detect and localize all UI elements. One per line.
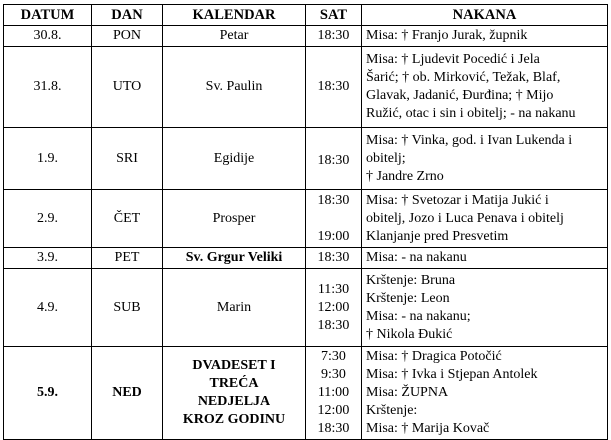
time-entry: 7:30 — [321, 349, 346, 364]
dan-cell: ČET — [92, 190, 163, 248]
datum-cell: 30.8. — [4, 26, 92, 47]
intention-line: obitelj; — [366, 151, 406, 166]
dan-cell: PON — [92, 26, 163, 47]
time-gap — [310, 210, 357, 228]
nakana-cell — [362, 47, 608, 128]
time-entry: 18:30 — [317, 28, 350, 43]
sat-cell — [306, 128, 362, 190]
intention-line: † Jandre Zrno — [366, 169, 444, 184]
header-sat: SAT — [306, 5, 362, 26]
datum-cell: 2.9. — [4, 190, 92, 248]
intention-line: Misa: - na nakanu — [366, 250, 467, 265]
time-entry: 18:30 — [317, 79, 350, 94]
nakana-cell — [362, 128, 608, 190]
kalendar-cell: DVADESET I TREĆA NEDJELJA KROZ GODINU — [163, 347, 306, 440]
nakana-cell — [362, 26, 608, 47]
header-nakana: NAKANA — [362, 5, 608, 26]
time-entry: 19:00 — [317, 228, 350, 244]
intention-line: Misa: † Vinka, god. i Ivan Lukenda i — [366, 133, 573, 148]
dan-cell: NED — [92, 347, 163, 440]
datum-cell: 1.9. — [4, 128, 92, 190]
dan-cell: SRI — [92, 128, 163, 190]
nakana-cell — [362, 190, 608, 248]
sat-cell — [306, 347, 362, 440]
table-row — [4, 190, 608, 248]
time-entry: 9:30 — [321, 367, 346, 382]
intention-line: Glavak, Jadanić, Đurđina; † Mijo — [366, 88, 554, 103]
time-entry: 11:00 — [317, 385, 350, 400]
nakana-cell — [362, 248, 608, 269]
header-row — [4, 5, 608, 26]
nakana-cell — [362, 269, 608, 347]
kalendar-cell: Sv. Grgur Veliki — [163, 248, 306, 269]
datum-cell: 31.8. — [4, 47, 92, 128]
time-entry: 11:30 — [317, 281, 350, 297]
header-datum: DATUM — [4, 5, 92, 26]
kalendar-cell: Sv. Paulin — [163, 47, 306, 128]
dan-cell: PET — [92, 248, 163, 269]
table-row — [4, 47, 608, 128]
header-dan: DAN — [92, 5, 163, 26]
intention-line: Misa: † Marija Kovač — [366, 421, 490, 436]
sat-cell — [306, 190, 362, 248]
datum-cell: 5.9. — [4, 347, 92, 440]
intention-line: Ružić, otac i sin i obitelj; - na nakanu — [366, 106, 576, 121]
intention-line: Misa: ŽUPNA — [366, 385, 449, 400]
time-entry: 18:30 — [317, 421, 350, 436]
intention-line: Klanjanje pred Presvetim — [366, 228, 509, 244]
intention-line: Misa: † Franjo Jurak, župnik — [366, 28, 528, 43]
time-entry: 18:30 — [317, 192, 350, 208]
intention-line: obitelj, Jozo i Luca Penava i obitelj — [366, 210, 564, 226]
table-row — [4, 128, 608, 190]
sat-cell — [306, 47, 362, 128]
kalendar-cell: Petar — [163, 26, 306, 47]
kalendar-cell: Egidije — [163, 128, 306, 190]
table-row — [4, 269, 608, 347]
time-entry: 12:00 — [317, 299, 350, 315]
dan-cell: UTO — [92, 47, 163, 128]
sat-cell — [306, 26, 362, 47]
intention-line: † Nikola Đukić — [366, 326, 453, 342]
time-entry: 18:30 — [317, 250, 350, 265]
kalendar-cell: Prosper — [163, 190, 306, 248]
datum-cell: 3.9. — [4, 248, 92, 269]
nakana-cell — [362, 347, 608, 440]
datum-cell: 4.9. — [4, 269, 92, 347]
intention-line: Krštenje: Leon — [366, 290, 450, 306]
intention-line: Krštenje: — [366, 403, 418, 418]
table-row — [4, 347, 608, 440]
mass-schedule-table — [3, 4, 608, 440]
intention-line: Krštenje: Bruna — [366, 272, 456, 288]
intention-line: Šarić; † ob. Mirković, Težak, Blaf, — [366, 70, 561, 85]
table-row — [4, 248, 608, 269]
sat-cell — [306, 269, 362, 347]
header-kalendar: KALENDAR — [163, 5, 306, 26]
intention-line: Misa: † Svetozar i Matija Jukić i — [366, 192, 549, 208]
time-entry: 12:00 — [317, 403, 350, 418]
time-entry: 18:30 — [317, 152, 350, 168]
kalendar-cell: Marin — [163, 269, 306, 347]
time-entry: 18:30 — [317, 317, 350, 333]
intention-line: Misa: † Ljudevit Pocedić i Jela — [366, 52, 540, 67]
intention-line: Misa: † Ivka i Stjepan Antolek — [366, 367, 538, 382]
sat-cell — [306, 248, 362, 269]
intention-line: Misa: † Dragica Potočić — [366, 349, 502, 364]
dan-cell: SUB — [92, 269, 163, 347]
intention-line: Misa: - na nakanu; — [366, 308, 471, 324]
table-row — [4, 26, 608, 47]
